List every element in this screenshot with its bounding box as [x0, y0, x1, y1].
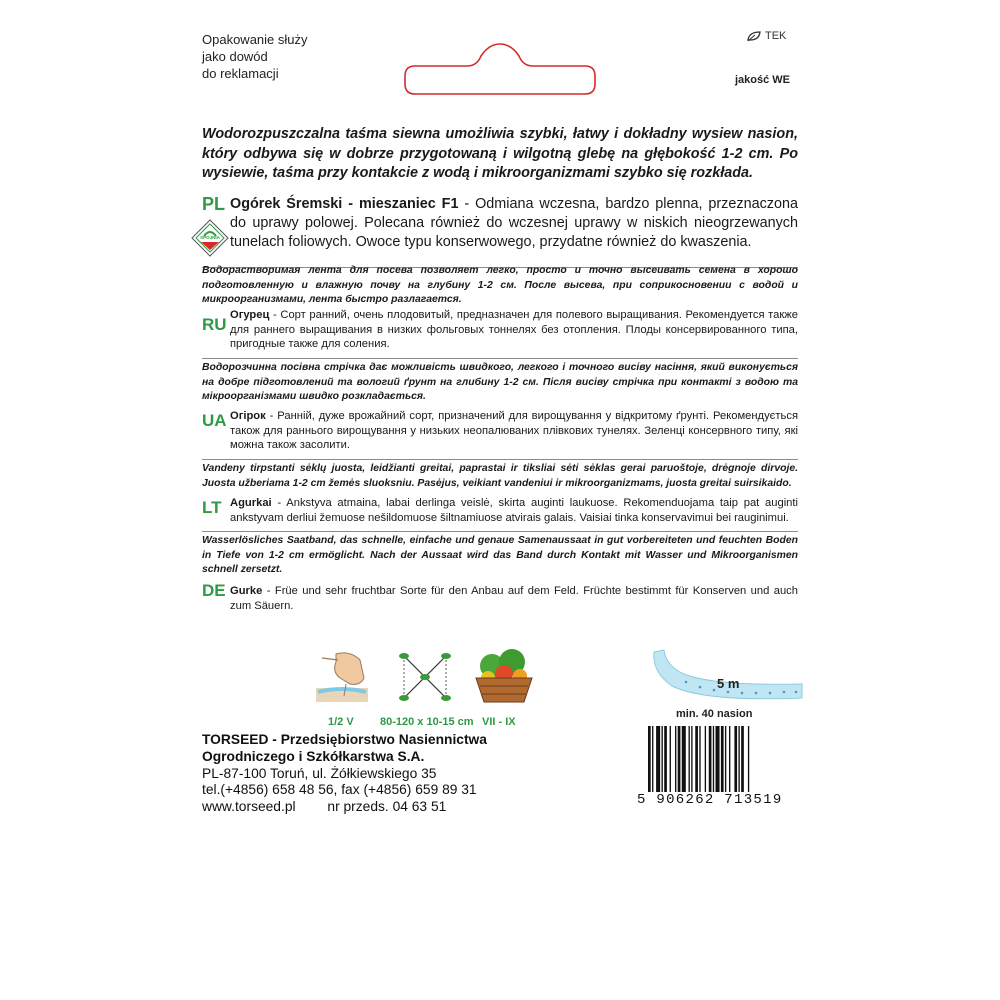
- barcode-bar: [695, 726, 698, 794]
- company-footer-line: [202, 799, 562, 816]
- lt-description: [230, 496, 798, 525]
- lt-intro-text: Vandeny tirpstanti sėklų juosta, leidžianti greitai, paprastai ir tiksliai sėti sėklas gerai paruoštoje, drėgnoje dirvoje. Juosta užberiama 1-2 cm žemės sluoksniu. Pasėjus, veikiant vandeniui ir mikroorganizmams, juosta greitai suirsikaido.: [202, 463, 798, 489]
- de-variety-desc: - Früe und sehr fruchtbar Sorte für den Anbau auf dem Feld. Früchte bestimmt für Konserven und auch zum Säuern.: [230, 585, 798, 612]
- company-name-line: Ogrodniczego i Szkółkarstwa S.A.: [202, 748, 425, 764]
- vegetable-basket-icon: [472, 644, 536, 706]
- tape-length: 5 m: [717, 676, 740, 691]
- claim-note-line: jako dowód: [202, 49, 268, 64]
- pl-description: [230, 195, 798, 252]
- barcode-bar: [725, 726, 726, 794]
- claim-note-line: do reklamacji: [202, 66, 279, 81]
- pl-intro-text: Wodorozpuszczalna taśma siewna umożliwia szybki, łatwy i dokładny wysiew nasion, który odbywa się w dobrze przygotowaną i wilgotną glebę na głębokość 1-2 cm. Po wysiewie, taśma przy kontakcie z wodą i mikroorganizmami szybko się rozkłada.: [202, 126, 798, 181]
- barcode-bar: [705, 726, 706, 794]
- divider: [202, 531, 798, 532]
- barcode-bar: [678, 726, 681, 794]
- barcode-bar: [691, 726, 692, 794]
- ua-intro-text: Водорозчинна посівна стрічка дає можливість швидкого, легкого і точного висіву насіння, який виконується на добре підготовлений та вологий ґрунт на глибину 1-2 см. Після висіву стрічка при контакті з водою та мікроорганізмами швидко розкладається.: [202, 362, 798, 402]
- seed-count: min. 40 nasion: [676, 708, 753, 720]
- leaf-icon: [746, 30, 762, 42]
- ru-variety-desc: - Сорт ранний, очень плодовитый, предназначен для полевого выращивания. Рекомендуется также для раннего выращивания в низких фольговых тоннелях без отопления. Плоды консервированного типа, пригодные также для соления.: [230, 309, 798, 350]
- lang-code-de: DE: [202, 581, 226, 600]
- spacing-label: 80-120 x 10-15 cm: [380, 716, 474, 728]
- badge-text: SPOJNIA: [200, 235, 220, 240]
- lang-code-lt: LT: [202, 498, 222, 517]
- lt-variety-desc: - Ankstyva atmaina, labai derlinga veislė, skirta auginti laukuose. Rekomenduojama taip pat auginti ankstyvam derliui žemuose nešildomuose šiltnamiuose atvirais galais. Vaisiai tinka konservavimui bei rauginimui.: [230, 497, 798, 524]
- barcode-bar: [682, 726, 686, 794]
- barcode-bar: [662, 726, 663, 794]
- barcode-bar: [716, 726, 720, 794]
- ru-intro-text: Водорастворимая лента для посева позволяет легко, просто и точно высеивать семена в хорошо подготовленную и влажную почву на глубину 1-2 см. После высева, при соприкосновении с водой и микроорганизмами, лента быстро разлагается.: [202, 265, 798, 305]
- lot-number: nr przeds. 04 63 51: [327, 799, 447, 815]
- company-address: PL-87-100 Toruń, ul. Żółkiewskiego 35: [202, 765, 437, 781]
- ua-variety-name: Огірок: [230, 410, 266, 422]
- de-variety-name: Gurke: [230, 585, 263, 597]
- barcode-bar: [721, 726, 724, 794]
- ua-description: [230, 409, 798, 453]
- spacing-diagram-icon: [396, 648, 454, 706]
- company-info: [202, 732, 562, 816]
- lang-code-ua: UA: [202, 411, 227, 430]
- seed-packet-back: [172, 24, 828, 836]
- lt-variety-name: Agurkai: [230, 497, 272, 509]
- hanger-hole-outline: [401, 42, 599, 108]
- ua-variety-desc: - Ранній, дуже врожайний сорт, призначений для вирощування у відкритому ґрунті. Рекомендується також для раннього вирощування у низьких неопалюваних плівкових тунелях. Зеленці консервного типу, які можна також засолити.: [230, 410, 798, 451]
- de-intro-text: Wasserlösliches Saatband, das schnelle, einfache und genaue Samenaussaat in gut vorbereiteten und feuchten Boden in Tiefe von 1-2 cm ermöglicht. Nach der Aussaat wird das Band durch Kontakt mit Wasser und Mikroorganismen schnell zersetzt.: [202, 535, 798, 575]
- tek-label: TEK: [765, 30, 787, 42]
- ru-variety-name: Огурец: [230, 309, 270, 321]
- claim-note: [202, 31, 362, 82]
- barcode-bar: [675, 726, 676, 794]
- lang-code-pl: PL: [202, 194, 226, 214]
- tek-mark: [746, 30, 786, 42]
- divider: [202, 358, 798, 359]
- ru-description: [230, 308, 798, 352]
- barcode-bar: [689, 726, 690, 794]
- de-description: [230, 584, 798, 613]
- depth-label: 1/2 V: [328, 716, 354, 728]
- barcode-bar: [709, 726, 712, 794]
- barcode-bar: [741, 726, 744, 794]
- barcode-bar: [664, 726, 667, 794]
- claim-note-line: Opakowanie służy: [202, 32, 308, 47]
- company-phones: tel.(+4856) 658 48 56, fax (+4856) 659 89 31: [202, 782, 477, 798]
- barcode-bar: [734, 726, 737, 794]
- company-website: www.torseed.pl: [202, 799, 296, 815]
- pl-variety-name: Ogórek Śremski - mieszaniec F1: [230, 196, 459, 212]
- company-name-line: TORSEED - Przedsiębiorstwo Nasiennictwa: [202, 732, 487, 747]
- barcode-bar: [713, 726, 714, 794]
- barcode-digits: 5 906262 713519: [637, 792, 783, 808]
- harvest-label: VII - IX: [482, 716, 516, 728]
- divider: [202, 459, 798, 460]
- pl-variety-desc: - Odmiana wczesna, bardzo plenna, przeznaczona do uprawy polowej. Polecana również do wczesnej uprawy w niskich nieogrzewanych tunelach foliowych. Owoce typu konserwowego, przydatne również do kwaszenia.: [230, 196, 798, 250]
- barcode-bar: [738, 726, 739, 794]
- sowing-hand-icon: [314, 648, 370, 706]
- barcode-bar: [729, 726, 730, 794]
- quality-label: jakość WE: [735, 74, 791, 86]
- barcode-bar: [670, 726, 671, 794]
- lang-code-ru: RU: [202, 315, 227, 334]
- barcode-bar: [656, 726, 660, 794]
